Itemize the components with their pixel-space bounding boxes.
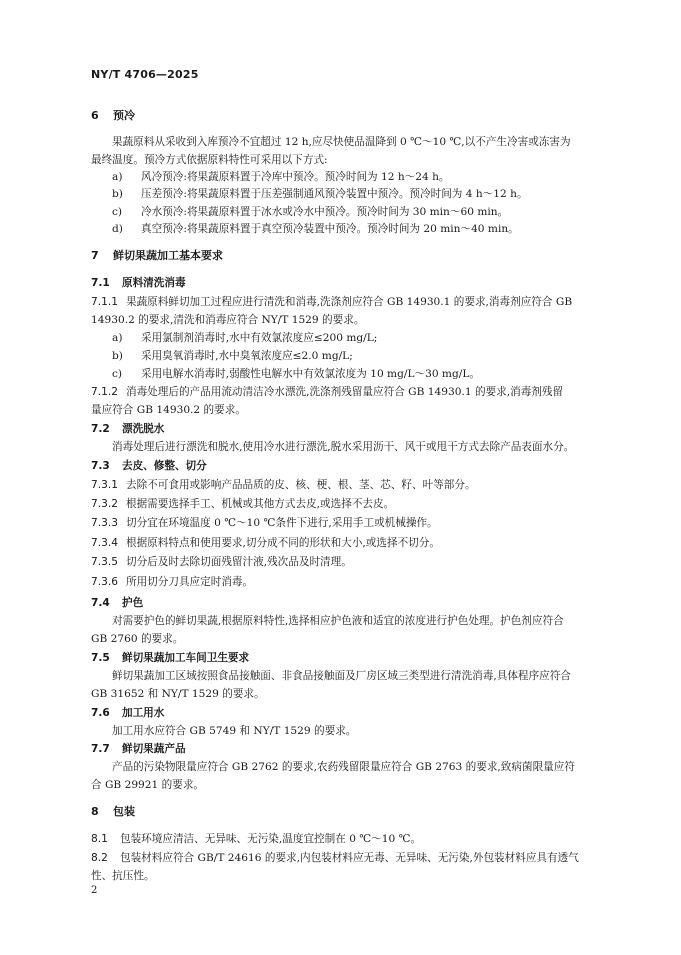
subsection-number: 7.1 <box>91 277 110 289</box>
list-item <box>112 349 353 363</box>
section-7-heading <box>91 249 223 263</box>
paragraph-line: 消毒处理后进行漂洗和脱水,使用冷水进行漂洗,脱水采用沥干、风干或甩干方式去除产品表面水分。 <box>112 441 575 453</box>
list-label: c) <box>112 206 123 218</box>
clause-text: 根据需要选择手工、机械或其他方式去皮,或选择不去皮。 <box>126 498 395 510</box>
subsection-7-5-heading <box>91 651 249 665</box>
subsection-7-3-heading <box>91 459 207 473</box>
clause-number: 8.1 <box>91 833 108 845</box>
list-text: 压差预冷:将果蔬原料置于压差强制通风预冷装置中预冷。预冷时间为 4 h～12 h。 <box>141 188 528 200</box>
standard-number: NY/T 4706—2025 <box>91 68 199 81</box>
clause-8-1 <box>91 832 421 846</box>
list-item <box>112 367 480 381</box>
clause-text: 所用切分刀具应定时消毒。 <box>126 576 254 588</box>
clause-7-3-4 <box>91 536 440 550</box>
paragraph-line: GB 2760 的要求。 <box>91 633 184 645</box>
subsection-7-6-heading <box>91 706 164 720</box>
clause-number: 8.2 <box>91 852 108 864</box>
page-number: 2 <box>91 885 98 896</box>
list-text: 冷水预冷:将果蔬原料置于冰水或冷水中预冷。预冷时间为 30 min～60 min。 <box>141 206 509 218</box>
subsection-title: 鲜切果蔬产品 <box>122 743 186 755</box>
list-label: c) <box>112 368 123 380</box>
clause-7-3-2 <box>91 497 394 511</box>
subsection-number: 7.3 <box>91 460 110 472</box>
subsection-number: 7.2 <box>91 423 110 435</box>
list-text: 采用臭氧消毒时,水中臭氧浓度应≤2.0 mg/L; <box>141 350 353 362</box>
subsection-title: 鲜切果蔬加工车间卫生要求 <box>122 652 250 664</box>
subsection-number: 7.5 <box>91 652 110 664</box>
list-label: d) <box>112 223 123 235</box>
subsection-7-1-heading <box>91 276 186 290</box>
list-text: 采用电解水消毒时,弱酸性电解水中有效氯浓度为 10 mg/L～30 mg/L。 <box>141 368 480 380</box>
clause-number: 7.3.1 <box>91 479 118 491</box>
clause-text: 包装环境应清洁、无异味、无污染,温度宜控制在 0 ℃～10 ℃。 <box>120 833 422 845</box>
paragraph-line: 最终温度。预冷方式依据原料特性可采用以下方式: <box>91 154 328 166</box>
paragraph-line: 14930.2 的要求,清洗和消毒应符合 NY/T 1529 的要求。 <box>91 314 365 326</box>
clause-text: 去除不可食用或影响产品品质的皮、核、梗、根、茎、芯、籽、叶等部分。 <box>126 479 476 491</box>
list-label: b) <box>112 350 123 362</box>
paragraph-line: 合 GB 29921 的要求。 <box>91 779 205 791</box>
paragraph-line: 性、抗压性。 <box>91 870 155 882</box>
section-number: 6 <box>91 109 99 122</box>
clause-number: 7.3.4 <box>91 537 118 549</box>
subsection-title: 护色 <box>122 597 144 609</box>
clause-8-2 <box>91 851 579 865</box>
clause-text: 根据原料特点和使用要求,切分成不同的形状和大小,或选择不切分。 <box>126 537 440 549</box>
subsection-title: 去皮、修整、切分 <box>122 460 207 472</box>
subsection-7-4-heading <box>91 596 143 610</box>
list-item <box>112 331 377 345</box>
clause-number: 7.3.2 <box>91 498 118 510</box>
subsection-number: 7.7 <box>91 743 110 755</box>
list-text: 风冷预冷:将果蔬原料置于冷库中预冷。预冷时间为 12 h～24 h。 <box>141 171 450 183</box>
subsection-title: 加工用水 <box>122 707 165 719</box>
list-text: 采用氯制剂消毒时,水中有效氯浓度应≤200 mg/L; <box>141 332 378 344</box>
section-8-heading <box>91 805 135 819</box>
clause-number: 7.3.6 <box>91 576 118 588</box>
section-number: 7 <box>91 249 99 262</box>
clause-7-3-5 <box>91 555 352 569</box>
paragraph-line: 量应符合 GB 14930.2 的要求。 <box>91 404 246 416</box>
paragraph-line: 果蔬原料从采收到入库预冷不宜超过 12 h,应尽快使品温降到 0 ℃～10 ℃,以不产生冷害或冻害为 <box>112 136 571 148</box>
list-text: 真空预冷:将果蔬原料置于真空预冷装置中预冷。预冷时间为 20 min～40 min。 <box>141 223 519 235</box>
clause-text: 包装材料应符合 GB/T 24616 的要求,内包装材料应无毒、无异味、无污染,外包装材料应具有透气 <box>120 852 579 864</box>
list-label: a) <box>112 332 123 344</box>
section-title: 包装 <box>113 805 135 818</box>
section-6-heading <box>91 109 135 123</box>
clause-number: 7.1.1 <box>91 296 118 308</box>
clause-text: 切分后及时去除切面残留汁液,残次品及时清理。 <box>126 556 352 568</box>
clause-7-1-2 <box>91 385 563 399</box>
subsection-7-2-heading <box>91 422 164 436</box>
list-item <box>112 187 528 201</box>
subsection-number: 7.6 <box>91 707 110 719</box>
subsection-number: 7.4 <box>91 597 110 609</box>
clause-7-3-6 <box>91 575 253 589</box>
clause-7-3-3 <box>91 516 438 530</box>
list-label: b) <box>112 188 123 200</box>
paragraph-line: 对需要护色的鲜切果蔬,根据原料特性,选择相应护色液和适宜的浓度进行护色处理。护色剂应符合 <box>112 615 564 627</box>
list-item <box>112 222 519 236</box>
section-title: 预冷 <box>113 109 135 122</box>
clause-text: 消毒处理后的产品用流动清洁冷水漂洗,洗涤剂残留量应符合 GB 14930.1 的要求,消毒剂残留 <box>126 386 564 398</box>
subsection-7-7-heading <box>91 742 186 756</box>
clause-text: 果蔬原料鲜切加工过程应进行清洗和消毒,洗涤剂应符合 GB 14930.1 的要求,消毒剂应符合 GB <box>126 296 573 308</box>
paragraph-line: GB 31652 和 NY/T 1529 的要求。 <box>91 688 265 700</box>
clause-number: 7.3.5 <box>91 556 118 568</box>
clause-number: 7.3.3 <box>91 517 118 529</box>
list-label: a) <box>112 171 123 183</box>
subsection-title: 原料清洗消毒 <box>122 277 186 289</box>
clause-7-3-1 <box>91 478 476 492</box>
clause-number: 7.1.2 <box>91 386 118 398</box>
paragraph-line: 加工用水应符合 GB 5749 和 NY/T 1529 的要求。 <box>112 725 357 737</box>
list-item <box>112 205 508 219</box>
clause-7-1-1 <box>91 295 572 309</box>
subsection-title: 漂洗脱水 <box>122 423 165 435</box>
paragraph-line: 产品的污染物限量应符合 GB 2762 的要求,农药残留限量应符合 GB 2763 的要求,致病菌限量应符 <box>112 761 575 773</box>
list-item <box>112 170 450 184</box>
section-title: 鲜切果蔬加工基本要求 <box>113 249 223 262</box>
paragraph-line: 鲜切果蔬加工区域按照食品接触面、非食品接触面及厂房区域三类型进行清洗消毒,具体程序应符合 <box>112 670 571 682</box>
section-number: 8 <box>91 805 99 818</box>
clause-text: 切分宜在环境温度 0 ℃～10 ℃条件下进行,采用手工或机械操作。 <box>126 517 438 529</box>
